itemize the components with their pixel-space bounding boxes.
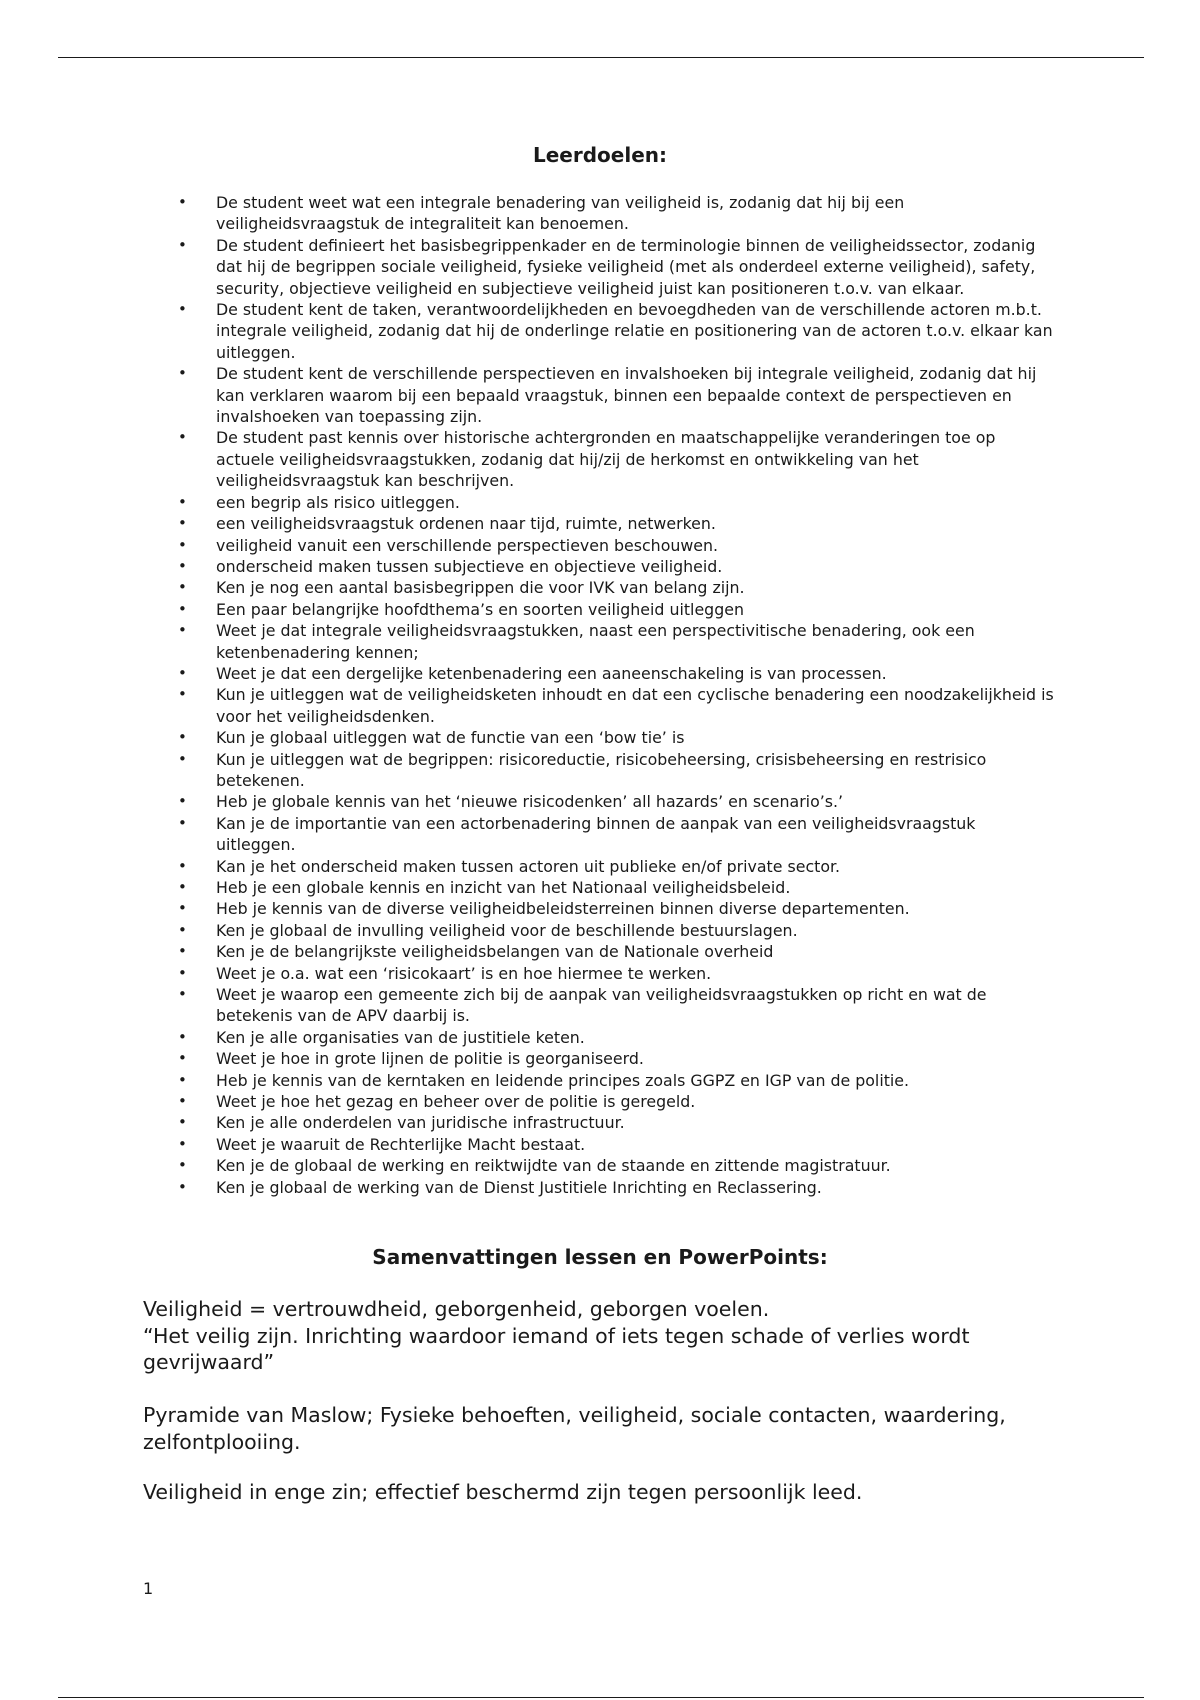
learning-goal-text: Weet je dat integrale veiligheidsvraagstukken, naast een perspectivitische benadering, ook een ketenbenadering kennen;	[216, 621, 975, 662]
bullet-icon: •	[178, 1156, 187, 1175]
learning-goal-text: Ken je alle onderdelen van juridische infrastructuur.	[216, 1113, 625, 1133]
learning-goal-item	[0, 1177, 1056, 1198]
learning-goal-item	[0, 577, 1056, 598]
bullet-icon: •	[178, 1092, 187, 1111]
bullet-icon: •	[178, 535, 187, 554]
learning-goal-text: Een paar belangrijke hoofdthema’s en soorten veiligheid uitleggen	[216, 599, 744, 619]
bullet-icon: •	[178, 856, 187, 875]
bullet-icon: •	[178, 556, 187, 575]
learning-goal-text: De student weet wat een integrale benadering van veiligheid is, zodanig dat hij bij een veiligheidsvraagstuk de integraliteit kan benoemen.	[216, 193, 905, 234]
learning-goal-text: veiligheid vanuit een verschillende perspectieven beschouwen.	[216, 535, 719, 555]
learning-goal-item	[0, 727, 1056, 748]
bullet-icon: •	[178, 685, 187, 704]
summary-paragraph-definition	[143, 1296, 1083, 1376]
learning-goal-text: Ken je de belangrijkste veiligheidsbelangen van de Nationale overheid	[216, 942, 774, 962]
learning-goal-item	[0, 963, 1056, 984]
summary-quote-line: “Het veilig zijn. Inrichting waardoor iemand of iets tegen schade of verlies wordt gevrijwaard”	[143, 1323, 970, 1374]
learning-goal-text: Heb je een globale kennis en inzicht van het Nationaal veiligheidsbeleid.	[216, 878, 791, 897]
bullet-icon: •	[178, 428, 187, 447]
bullet-icon: •	[178, 492, 187, 511]
learning-goal-item	[0, 192, 1056, 235]
bullet-icon: •	[178, 963, 187, 982]
learning-goal-item	[0, 941, 1056, 962]
learning-goal-text: een veiligheidsvraagstuk ordenen naar tijd, ruimte, netwerken.	[216, 514, 716, 534]
bullet-icon: •	[178, 193, 187, 211]
bottom-rule	[58, 1697, 1144, 1698]
bullet-icon: •	[178, 749, 187, 768]
learning-goal-text: Kun je globaal uitleggen wat de functie van een ‘bow tie’ is	[216, 728, 685, 748]
learning-goal-text: De student kent de verschillende perspectieven en invalshoeken bij integrale veiligheid, zodanig dat hij kan verklaren waarom bij een bepaald vraagstuk, binnen een bepaalde context de perspectieven en invalshoeken van toepassing zijn.	[216, 364, 1037, 427]
learning-goal-text: Kan je de importantie van een actorbenadering binnen de aanpak van een veiligheidsvraagstuk uitleggen.	[216, 813, 976, 855]
summary-paragraph-narrow-sense: Veiligheid in enge zin; effectief beschermd zijn tegen persoonlijk leed.	[143, 1480, 863, 1504]
bullet-icon: •	[178, 985, 187, 1004]
bullet-icon: •	[178, 792, 187, 811]
learning-goal-text: Kan je het onderscheid maken tussen actoren uit publieke en/of private sector.	[216, 856, 841, 876]
heading-leerdoelen: Leerdoelen:	[532, 143, 667, 167]
learning-goal-text: een begrip als risico uitleggen.	[216, 492, 460, 512]
bullet-icon: •	[178, 813, 187, 832]
learning-goal-item	[0, 363, 1056, 427]
learning-goal-text: Ken je nog een aantal basisbegrippen die voor IVK van belang zijn.	[216, 578, 745, 598]
bullet-icon: •	[178, 1049, 187, 1068]
learning-goal-item	[0, 984, 1056, 1027]
bullet-icon: •	[178, 728, 187, 747]
learning-goal-text: De student past kennis over historische achtergronden en maatschappelijke veranderingen toe op actuele veiligheidsvraagstukken, zodanig dat hij/zij de herkomst en ontwikkeling van het veiligheidsvraagstuk kan beschrijven.	[216, 428, 996, 491]
learning-goal-item	[0, 513, 1056, 534]
top-rule	[58, 57, 1144, 58]
learning-goal-text: Heb je kennis van de diverse veiligheidbeleidsterreinen binnen diverse departementen.	[216, 899, 910, 919]
bullet-icon: •	[178, 621, 187, 640]
summary-paragraph-maslow: Pyramide van Maslow; Fysieke behoeften, veiligheid, sociale contacten, waardering, zelfontplooiing.	[143, 1403, 1006, 1454]
learning-goal-item	[0, 663, 1056, 684]
learning-goal-text: Ken je alle organisaties van de justitiele keten.	[216, 1027, 585, 1047]
bullet-icon: •	[178, 920, 187, 939]
bullet-icon: •	[178, 235, 187, 254]
bullet-icon: •	[178, 1177, 187, 1196]
learning-goal-text: Weet je waarop een gemeente zich bij de aanpak van veiligheidsvraagstukken op richt en wat de betekenis van de APV daarbij is.	[216, 985, 987, 1026]
learning-goal-item	[0, 535, 1056, 556]
learning-goals-list	[0, 192, 1056, 1198]
learning-goal-text: Ken je globaal de werking van de Dienst Justitiele Inrichting en Reclassering.	[216, 1177, 822, 1197]
learning-goal-item	[0, 898, 1056, 919]
learning-goal-text: De student kent de taken, verantwoordelijkheden en bevoegdheden van de verschillende actoren m.b.t. integrale veiligheid, zodanig dat hij de onderlinge relatie en positionering van de actoren t.o.v. elkaar kan uitleggen.	[216, 300, 1053, 362]
bullet-icon: •	[178, 300, 187, 319]
learning-goal-text: Ken je globaal de invulling veiligheid voor de beschillende bestuurslagen.	[216, 920, 798, 940]
learning-goal-item	[0, 556, 1056, 577]
bullet-icon: •	[178, 364, 187, 383]
learning-goal-item	[0, 235, 1056, 299]
learning-goal-item	[0, 1070, 1056, 1091]
bullet-icon: •	[178, 1134, 187, 1153]
heading-samenvattingen: Samenvattingen lessen en PowerPoints:	[372, 1245, 828, 1269]
learning-goal-text: Heb je kennis van de kerntaken en leidende principes zoals GGPZ en IGP van de politie.	[216, 1070, 910, 1090]
bullet-icon: •	[178, 663, 187, 682]
bullet-icon: •	[178, 1070, 187, 1089]
learning-goal-item	[0, 1027, 1056, 1048]
learning-goal-item	[0, 791, 1056, 812]
bullet-icon: •	[178, 942, 187, 961]
bullet-icon: •	[178, 1113, 187, 1132]
bullet-icon: •	[178, 578, 187, 597]
learning-goal-item	[0, 492, 1056, 513]
summary-definition-line: Veiligheid = vertrouwdheid, geborgenheid, geborgen voelen.	[143, 1297, 770, 1321]
learning-goal-item	[0, 1048, 1056, 1069]
learning-goal-item	[0, 620, 1056, 663]
learning-goal-item	[0, 599, 1056, 620]
bullet-icon: •	[178, 899, 187, 918]
learning-goal-item	[0, 813, 1056, 856]
learning-goal-text: Weet je dat een dergelijke ketenbenadering een aaneenschakeling is van processen.	[216, 663, 887, 683]
bullet-icon: •	[178, 514, 187, 533]
learning-goal-text: Weet je hoe in grote lijnen de politie is georganiseerd.	[216, 1049, 644, 1069]
learning-goal-text: Weet je hoe het gezag en beheer over de politie is geregeld.	[216, 1092, 696, 1112]
learning-goal-item	[0, 856, 1056, 877]
learning-goal-item	[0, 749, 1056, 792]
bullet-icon: •	[178, 1027, 187, 1046]
bullet-icon: •	[178, 599, 187, 618]
learning-goal-text: Weet je waaruit de Rechterlijke Macht bestaat.	[216, 1134, 586, 1154]
bullet-icon: •	[178, 878, 187, 896]
learning-goal-text: De student definieert het basisbegrippenkader en de terminologie binnen de veiligheidssector, zodanig dat hij de begrippen sociale veiligheid, fysieke veiligheid (met als onderdeel externe veiligheid), safety, security, objectieve veiligheid en subjectieve veiligheid juist kan positioneren t.o.v. van elkaar.	[216, 235, 1036, 298]
learning-goal-text: Heb je globale kennis van het ‘nieuwe risicodenken’ all hazards’ en scenario’s.’	[216, 792, 844, 812]
learning-goal-text: Ken je de globaal de werking en reiktwijdte van de staande en zittende magistratuur.	[216, 1156, 891, 1176]
page-number: 1	[143, 1579, 154, 1598]
learning-goal-item	[0, 877, 1056, 898]
learning-goal-item	[0, 1091, 1056, 1112]
learning-goal-item	[0, 1134, 1056, 1155]
learning-goal-text: onderscheid maken tussen subjectieve en objectieve veiligheid.	[216, 556, 723, 576]
learning-goal-item	[0, 920, 1056, 941]
learning-goal-text: Kun je uitleggen wat de begrippen: risicoreductie, risicobeheersing, crisisbeheersing en restrisico betekenen.	[216, 749, 987, 790]
learning-goal-item	[0, 1112, 1056, 1133]
learning-goal-item	[0, 427, 1056, 491]
learning-goal-item	[0, 1155, 1056, 1176]
learning-goal-text: Weet je o.a. wat een ‘risicokaart’ is en hoe hiermee te werken.	[216, 963, 712, 983]
learning-goal-item	[0, 299, 1056, 363]
learning-goal-item	[0, 684, 1056, 727]
learning-goal-text: Kun je uitleggen wat de veiligheidsketen inhoudt en dat een cyclische benadering een noodzakelijkheid is voor het veiligheidsdenken.	[216, 685, 1054, 726]
